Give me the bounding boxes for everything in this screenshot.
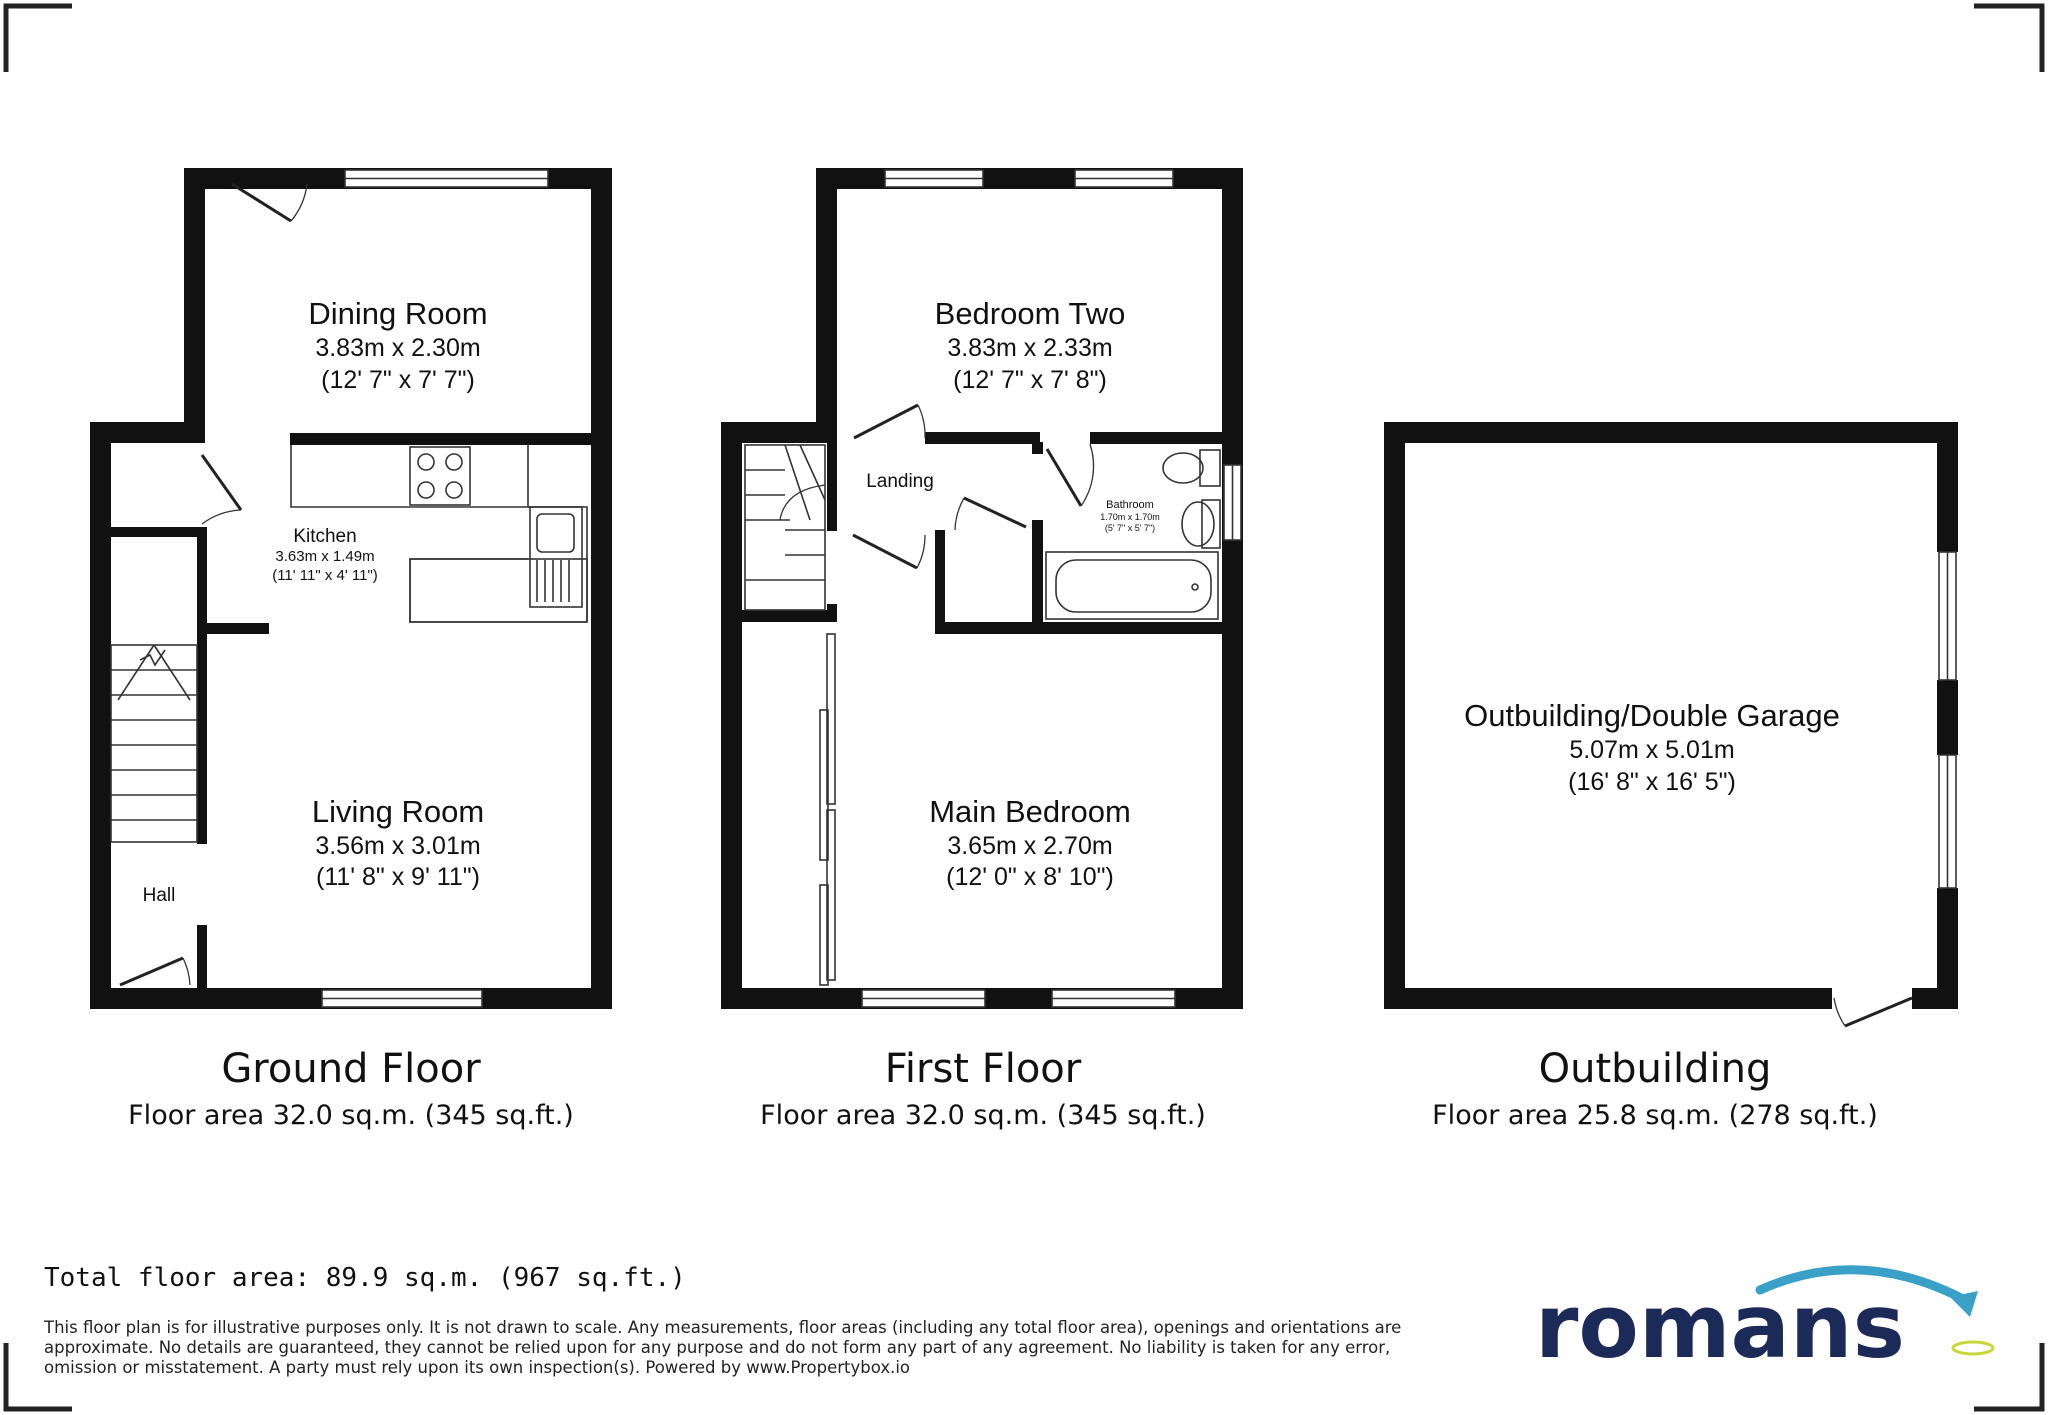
bedroom-two-imperial: (12' 7" x 7' 8") bbox=[953, 366, 1107, 394]
living-room-metric: 3.56m x 3.01m bbox=[315, 832, 481, 860]
wardrobe-icon bbox=[820, 634, 835, 985]
bedroom-two-metric: 3.83m x 2.33m bbox=[947, 334, 1113, 362]
bathroom-imperial: (5' 7" x 5' 7") bbox=[1104, 523, 1156, 533]
door bbox=[232, 184, 291, 221]
garage-name: Outbuilding/Double Garage bbox=[1464, 698, 1840, 733]
bathroom-metric: 1.70m x 1.70m bbox=[1100, 512, 1160, 522]
dining-room-imperial: (12' 7" x 7' 7") bbox=[321, 366, 475, 394]
ground-floor-title: Ground Floor bbox=[221, 1046, 481, 1092]
door bbox=[202, 455, 241, 510]
landing-name: Landing bbox=[866, 471, 934, 492]
outbuilding-plan bbox=[1384, 422, 1958, 1131]
main-bedroom-imperial: (12' 0" x 8' 10") bbox=[946, 863, 1114, 891]
logo-wordmark: romans bbox=[1535, 1275, 1905, 1378]
first-floor-plan bbox=[721, 168, 1243, 1131]
door bbox=[854, 405, 918, 438]
bathroom-name: Bathroom bbox=[1106, 499, 1154, 511]
basin-icon bbox=[1182, 500, 1220, 548]
dining-room-name: Dining Room bbox=[308, 296, 488, 331]
living-room-imperial: (11' 8" x 9' 11") bbox=[316, 863, 480, 891]
door bbox=[853, 535, 917, 568]
kitchen-metric: 3.63m x 1.49m bbox=[275, 548, 375, 565]
door bbox=[1047, 449, 1081, 506]
garage-imperial: (16' 8" x 16' 5") bbox=[1568, 768, 1736, 796]
outbuilding-title: Outbuilding bbox=[1538, 1046, 1772, 1092]
total-floor-area: Total floor area: 89.9 sq.m. (967 sq.ft.) bbox=[44, 1263, 686, 1293]
romans-logo bbox=[1530, 1255, 2000, 1385]
hob-icon bbox=[410, 447, 470, 505]
kitchen-imperial: (11' 11" x 4' 11") bbox=[272, 567, 378, 584]
kitchen-name: Kitchen bbox=[293, 526, 357, 547]
bedroom-two-name: Bedroom Two bbox=[934, 296, 1126, 331]
bath-icon bbox=[1046, 552, 1218, 619]
outbuilding-area: Floor area 25.8 sq.m. (278 sq.ft.) bbox=[1432, 1100, 1878, 1131]
stairs-icon bbox=[745, 445, 825, 610]
dining-room-metric: 3.83m x 2.30m bbox=[315, 334, 481, 362]
garage-metric: 5.07m x 5.01m bbox=[1569, 736, 1735, 764]
living-room-name: Living Room bbox=[311, 794, 485, 829]
main-bedroom-name: Main Bedroom bbox=[929, 794, 1131, 829]
ground-floor-plan bbox=[90, 168, 612, 1131]
first-floor-title: First Floor bbox=[884, 1046, 1082, 1092]
hall-name: Hall bbox=[142, 885, 176, 906]
toilet-icon bbox=[1163, 450, 1220, 486]
main-bedroom-metric: 3.65m x 2.70m bbox=[947, 832, 1113, 860]
first-floor-area: Floor area 32.0 sq.m. (345 sq.ft.) bbox=[760, 1100, 1206, 1131]
door bbox=[964, 498, 1026, 527]
door bbox=[120, 958, 183, 985]
stairs-icon bbox=[111, 645, 197, 842]
ground-floor-area: Floor area 32.0 sq.m. (345 sq.ft.) bbox=[128, 1100, 574, 1131]
disclaimer-text: This floor plan is for illustrative purposes only. It is not drawn to scale. Any measurements, floor areas (including any total floor area), openings and orientations are approximate. No details are guaranteed, they cannot be relied upon for any purpose and do not form any part of any agreement. No liability is taken for any error, omission or misstatement. A party must rely upon its own inspection(s). Powered by www.Propertybox.io bbox=[44, 1318, 1402, 1377]
